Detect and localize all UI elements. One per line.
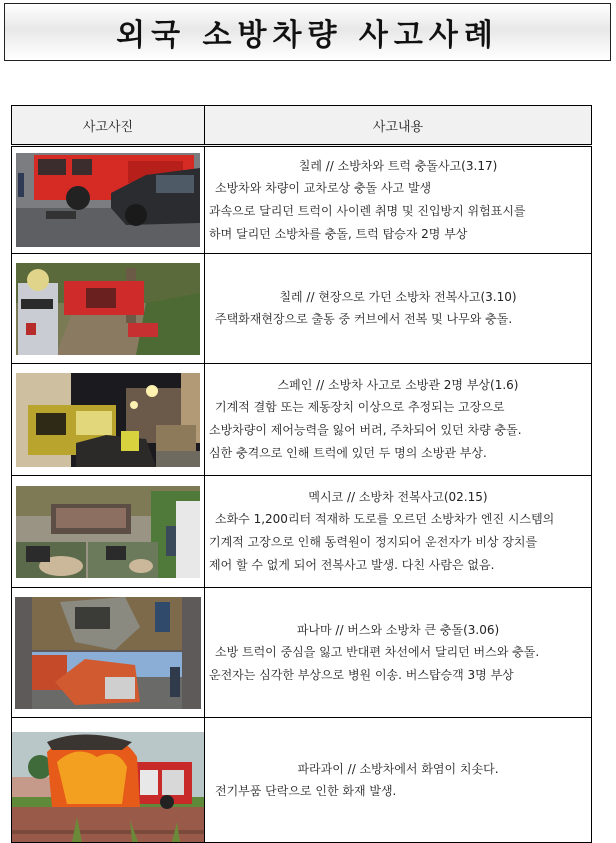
accident-title: 칠레 // 소방차와 트럭 충돌사고(3.17) bbox=[298, 158, 498, 173]
photo-cell bbox=[12, 364, 205, 476]
accident-title: 파나마 // 버스와 소방차 큰 충돌(3.06) bbox=[296, 622, 500, 637]
table-row bbox=[12, 146, 592, 254]
photo-cell bbox=[12, 146, 205, 254]
accident-detail: 소방차와 차량이 교차로상 충돌 사고 발생 bbox=[215, 180, 432, 195]
overturned-fire-truck-photo bbox=[16, 263, 200, 355]
page-title: 외국 소방차량 사고사례 bbox=[116, 18, 499, 53]
description-cell bbox=[205, 588, 592, 718]
page-title-box bbox=[4, 3, 611, 61]
photo-cell bbox=[12, 718, 205, 843]
fire-truck-car-collision-photo bbox=[16, 153, 200, 247]
accident-detail: 소방 트럭이 중심을 잃고 반대편 차선에서 달리던 버스와 충돌. bbox=[215, 644, 540, 659]
night-crash-photo bbox=[16, 373, 200, 467]
rollover-truck-photo bbox=[16, 486, 200, 578]
table-row bbox=[12, 718, 592, 843]
table-row bbox=[12, 254, 592, 364]
description-cell bbox=[205, 364, 592, 476]
table-row bbox=[12, 588, 592, 718]
accident-title: 파라과이 // 소방차에서 화염이 치솟다. bbox=[297, 761, 499, 776]
description-cell bbox=[205, 146, 592, 254]
accident-detail: 기계적 결함 또는 제동장치 이상으로 추정되는 고장으로 bbox=[215, 400, 505, 414]
photo-cell bbox=[12, 254, 205, 364]
accident-title: 스페인 // 소방차 사고로 소방관 2명 부상(1.6) bbox=[277, 378, 519, 392]
accident-detail: 소화수 1,200리터 적재하 도로를 오르던 소방차가 엔진 시스템의 bbox=[215, 512, 555, 526]
accident-detail: 소방차량이 제어능력을 잃어 버려, 주차되어 있던 차량 충돌. bbox=[209, 423, 522, 437]
accident-table bbox=[11, 105, 592, 843]
table-row bbox=[12, 476, 592, 588]
accident-detail: 제어 할 수 없게 되어 전복사고 발생. 다친 사람은 없음. bbox=[209, 558, 495, 572]
accident-title: 멕시코 // 소방차 전복사고(02.15) bbox=[308, 490, 488, 504]
accident-detail: 주택화재현장으로 출동 중 커브에서 전복 및 나무와 충돌. bbox=[215, 312, 513, 326]
header-photo: 사고사진 bbox=[12, 106, 205, 146]
description-cell bbox=[205, 718, 592, 843]
burning-fire-truck-photo bbox=[12, 732, 204, 842]
accident-detail: 전기부품 단락으로 인한 화재 발생. bbox=[215, 783, 397, 798]
table-row bbox=[12, 364, 592, 476]
accident-title: 칠레 // 현장으로 가던 소방차 전복사고(3.10) bbox=[279, 290, 517, 304]
header-content: 사고내용 bbox=[205, 106, 592, 146]
accident-detail: 심한 충격으로 인해 트럭에 있던 두 명의 소방관 부상. bbox=[209, 446, 487, 460]
accident-detail: 과속으로 달리던 트럭이 사이렌 취명 및 진입방지 위험표시를 bbox=[209, 203, 526, 218]
description-cell bbox=[205, 254, 592, 364]
accident-detail: 기계적 고장으로 인해 동력원이 정지되어 운전자가 비상 장치를 bbox=[209, 535, 538, 549]
photo-cell bbox=[12, 476, 205, 588]
bus-fire-truck-collision-photo bbox=[15, 597, 201, 709]
description-cell bbox=[205, 476, 592, 588]
accident-detail: 운전자는 심각한 부상으로 병원 이송. 버스탑승객 3명 부상 bbox=[209, 667, 514, 682]
table-header-row bbox=[12, 106, 592, 146]
accident-detail: 하며 달리던 소방차를 충돌, 트럭 탑승자 2명 부상 bbox=[209, 226, 468, 241]
photo-cell bbox=[12, 588, 205, 718]
